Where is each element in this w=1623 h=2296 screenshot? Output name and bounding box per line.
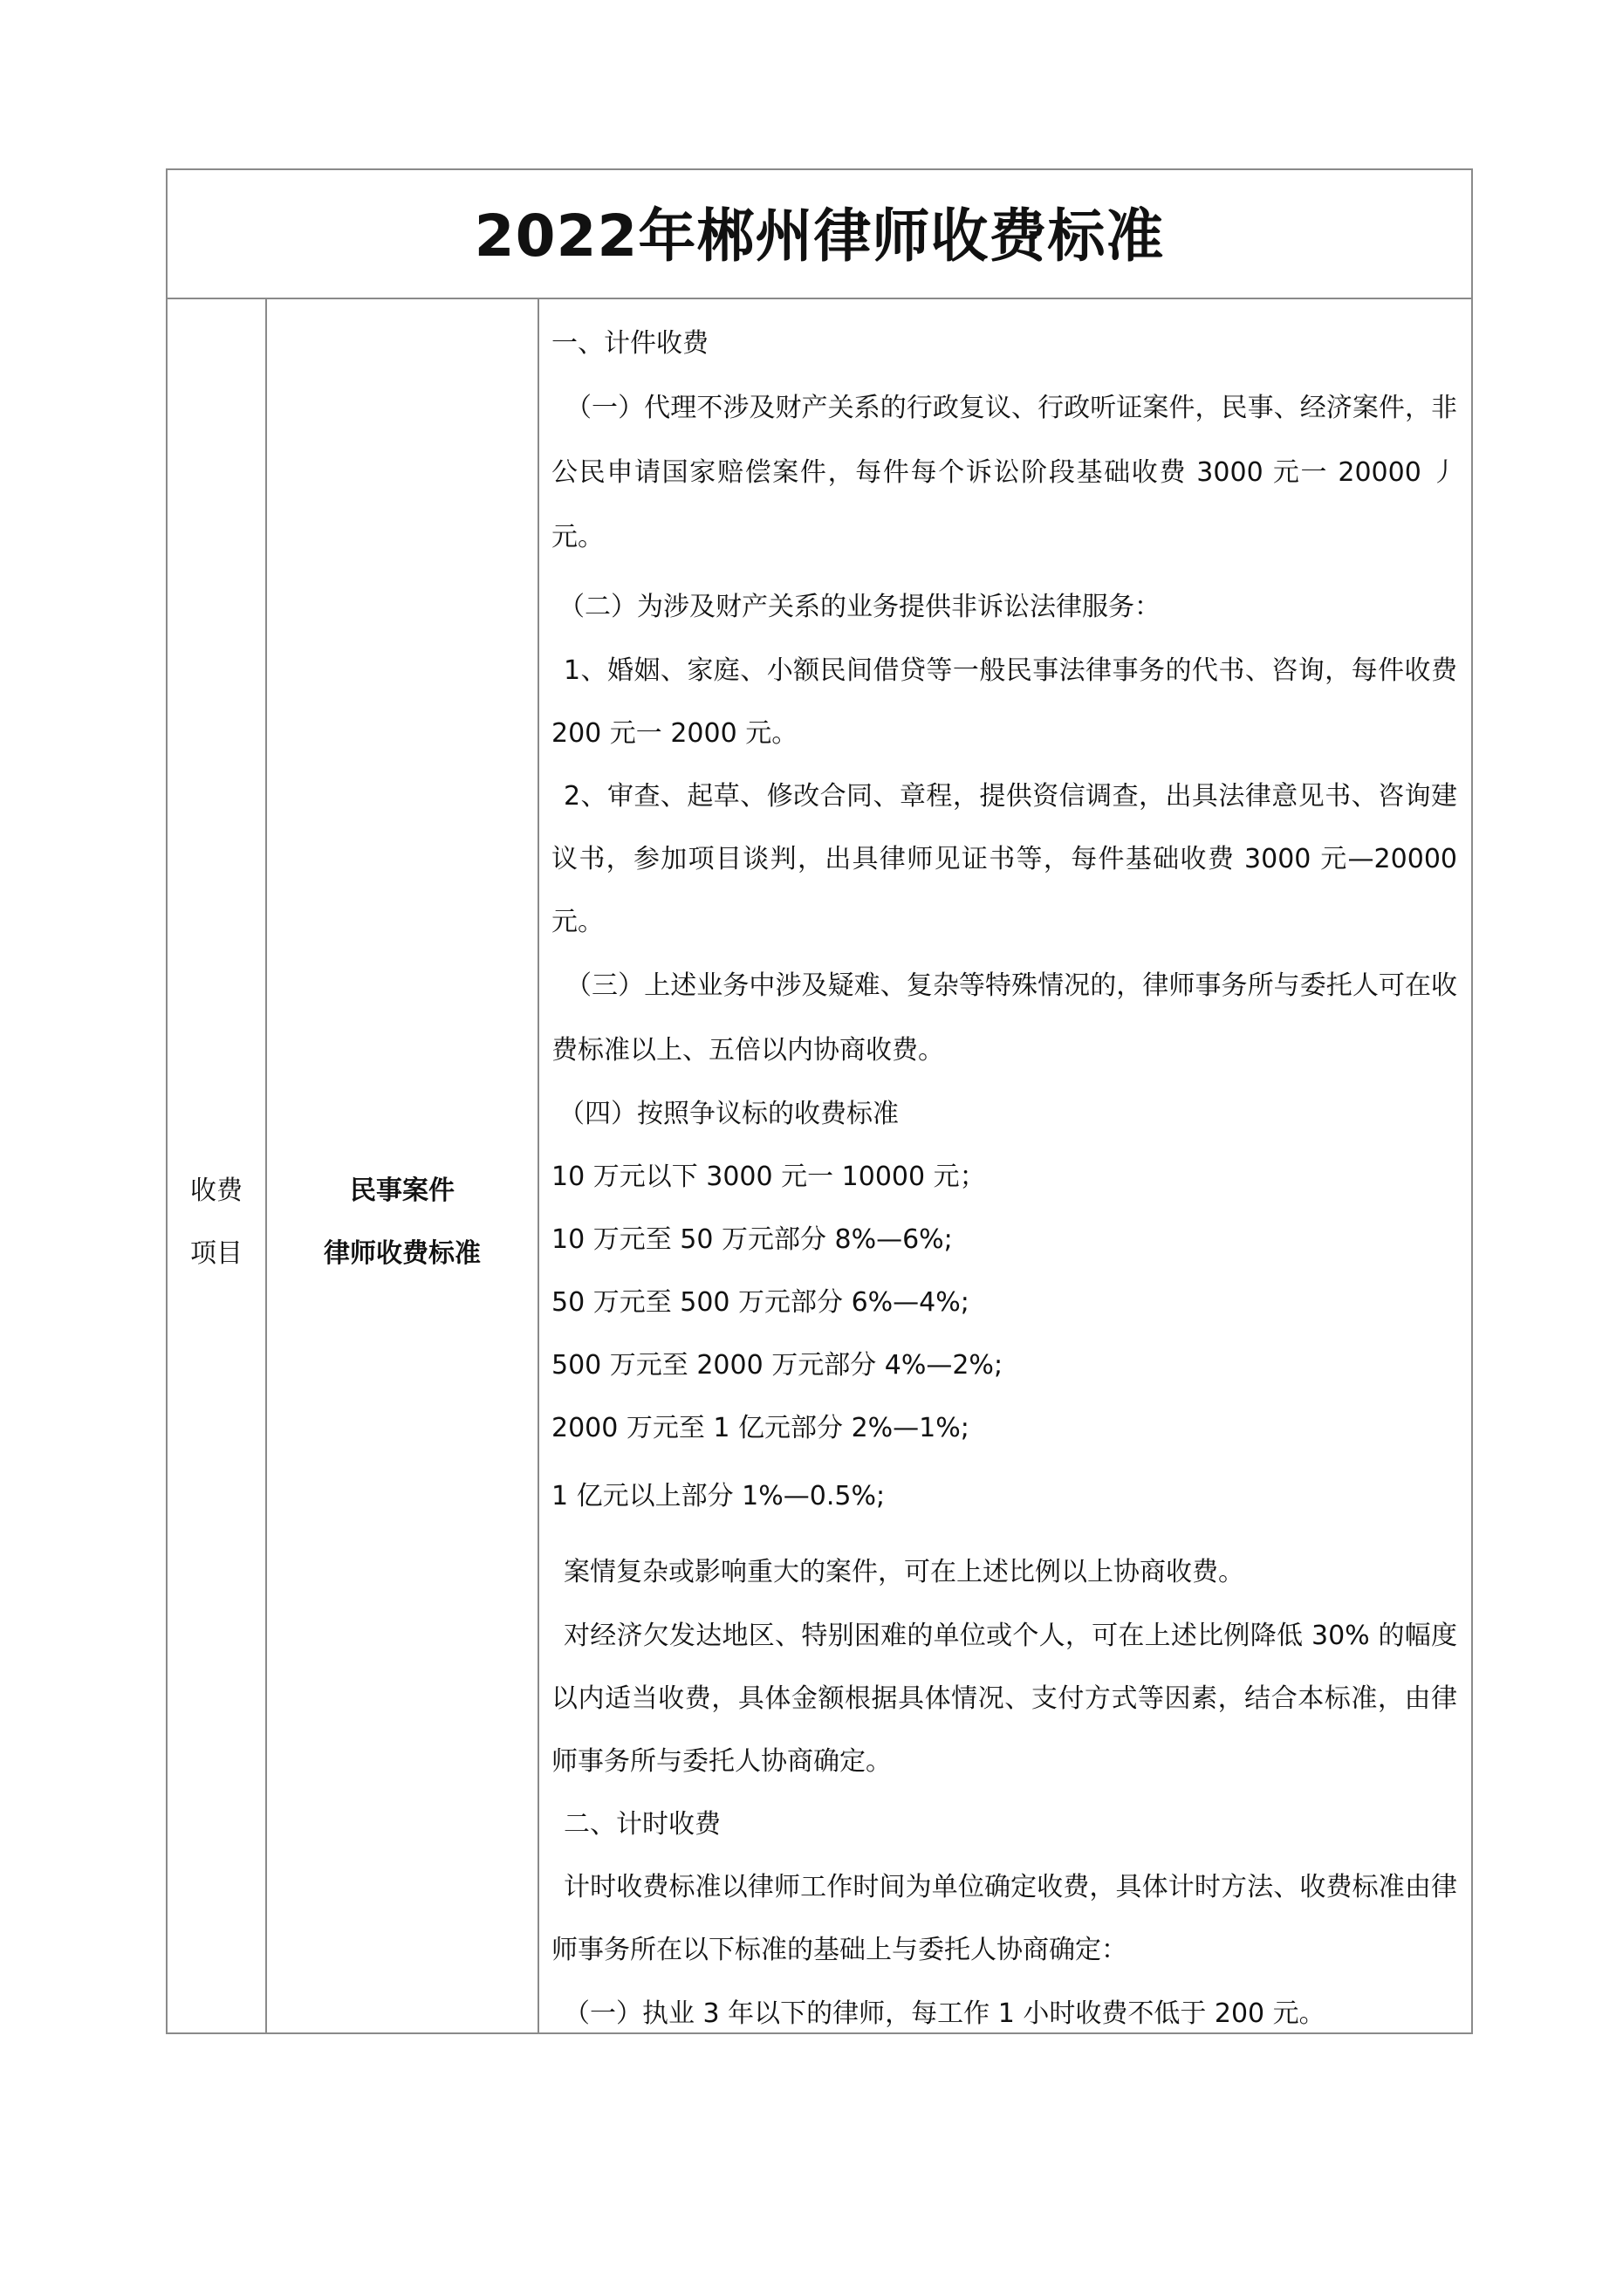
title-row bbox=[168, 170, 1471, 299]
fee-tier: 1 亿元以上部分 1%—0.5%; bbox=[551, 1481, 886, 1511]
subcategory-label: 民事案件 bbox=[350, 1175, 455, 1206]
paragraph: 计时收费标准以律师工作时间为单位确定收费，具体计时方法、收费标准由律师事务所在以下标准的基础上与委托人协商确定： bbox=[551, 1872, 1457, 1965]
fee-tier: 10 万元至 50 万元部分 8%—6%; bbox=[551, 1224, 953, 1255]
fee-tier: 10 万元以下 3000 元一 10000 元； bbox=[551, 1162, 986, 1192]
paragraph: （一）代理不涉及财产关系的行政复议、行政听证案件，民事、经济案件，非公民申请国家赔偿案件，每件每个诉讼阶段基础收费 3000 元一 20000 丿元。 bbox=[551, 393, 1457, 552]
paragraph: 2、审查、起草、修改合同、章程，提供资信调查，出具法律意见书、咨询建议书，参加项目谈判，出具律师见证书等，每件基础收费 3000 元—20000 元。 bbox=[551, 781, 1457, 937]
subcategory-cell bbox=[267, 299, 538, 2032]
section-heading: 一、计件收费 bbox=[551, 328, 709, 359]
paragraph: 案情复杂或影响重大的案件，可在上述比例以上协商收费。 bbox=[564, 1557, 1244, 1587]
fee-tier: 2000 万元至 1 亿元部分 2%—1%; bbox=[551, 1413, 969, 1443]
page-title: 2022年郴州律师收费标准 bbox=[474, 202, 1165, 270]
paragraph: （四）按照争议标的收费标准 bbox=[558, 1099, 899, 1129]
fee-content-cell bbox=[539, 299, 1471, 2032]
section-heading: 二、计时收费 bbox=[564, 1809, 721, 1840]
fee-table bbox=[166, 168, 1473, 2034]
subcategory-label: 律师收费标准 bbox=[324, 1238, 481, 1269]
paragraph: 1、婚姻、家庭、小额民间借贷等一般民事法律事务的代书、咨询，每件收费 200 元一 2000 元。 bbox=[551, 655, 1457, 749]
paragraph: （二）为涉及财产关系的业务提供非诉讼法律服务： bbox=[558, 592, 1161, 622]
paragraph: （一）执业 3 年以下的律师，每工作 1 小时收费不低于 200 元。 bbox=[564, 1998, 1325, 2029]
fee-tier: 50 万元至 500 万元部分 6%—4%; bbox=[551, 1287, 969, 1318]
category-label: 收费 bbox=[190, 1175, 243, 1206]
paragraph: 对经济欠发达地区、特别困难的单位或个人，可在上述比例降低 30% 的幅度以内适当收费，具体金额根据具体情况、支付方式等因素，结合本标准，由律师事务所与委托人协商确定。 bbox=[551, 1621, 1457, 1777]
paragraph: （三）上述业务中涉及疑难、复杂等特殊情况的，律师事务所与委托人可在收费标准以上、五倍以内协商收费。 bbox=[551, 970, 1457, 1066]
category-label: 项目 bbox=[190, 1238, 243, 1269]
category-cell bbox=[168, 299, 265, 2032]
fee-tier: 500 万元至 2000 万元部分 4%—2%; bbox=[551, 1350, 1003, 1381]
